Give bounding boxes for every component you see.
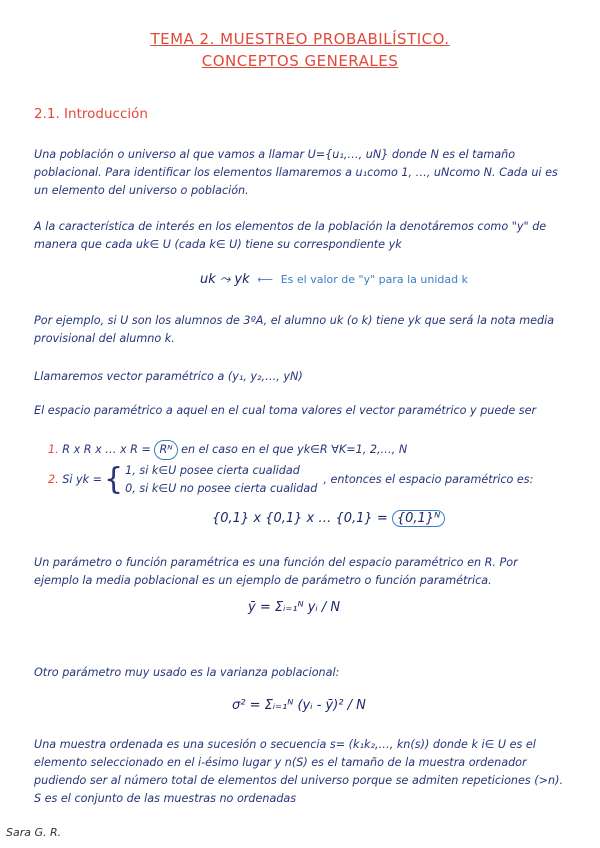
formula-uk-yk-note: Es el valor de "y" para la unidad k: [280, 273, 468, 286]
paragraph-ordered-sample: Una muestra ordenada es una sucesión o secuencia s= (k₁k₂,…, kn(s)) donde k i∈ U es el elemento seleccionado en el i-ésimo lugar y n(S) es el tamaño de la muestra ordenador pudiendo ser al número total de elementos del universo porque se admiten repeticiones (>n). S es el conjunto de las muestras no ordenadas: [34, 738, 564, 805]
formula-uk-yk-expr: uk ⤳ yk: [200, 272, 250, 287]
paragraph-vector: Llamaremos vector paramétrico a (y₁, y₂,…, yN): [34, 370, 303, 383]
paragraph-variance: Otro parámetro muy usado es la varianza poblacional:: [34, 666, 340, 679]
paragraph-characteristic: A la característica de interés en los elementos de la población la denotáremos como "y" de manera que cada uk∈ U (cada k∈ U) tiene su correspondiente yk: [34, 220, 547, 251]
title-line-1: TEMA 2. MUESTREO PROBABILÍSTICO.: [150, 30, 450, 48]
list-item-2-cases: [125, 462, 317, 498]
list-item-2-case-1: 1, si k∈U posee cierta cualidad: [125, 464, 300, 477]
list-item-1-rest: en el caso en el que yk∈R ∀K=1, 2,…, N: [181, 443, 408, 456]
paragraph-example: Por ejemplo, si U son los alumnos de 3ºA, el alumno uk (o k) tiene yk que será la nota media provisional del alumno k.: [34, 314, 555, 345]
brace-icon: {: [104, 462, 124, 497]
formula-mean: ȳ = Σᵢ₌₁ᴺ yᵢ / N: [248, 600, 341, 615]
paragraph-parameter: Un parámetro o función paramétrica es una función del espacio paramétrico en R. Por ejemplo la media poblacional es un ejemplo de parámetro o función paramétrica.: [34, 556, 518, 587]
list-item-1-circled: Rᴺ: [154, 440, 177, 460]
formula-binary-space-expr: {0,1} x {0,1} x … {0,1} =: [212, 511, 388, 526]
list-item-1-number: 1.: [48, 443, 59, 456]
title-line-2: CONCEPTOS GENERALES: [201, 52, 399, 70]
formula-variance: σ² = Σᵢ₌₁ᴺ (yᵢ - ȳ)² / N: [232, 698, 366, 713]
list-item-2-number: 2.: [48, 473, 59, 486]
formula-binary-space-circled: {0,1}ᴺ: [392, 510, 445, 527]
paragraph-parametric-space: El espacio paramétrico a aquel en el cual toma valores el vector paramétrico y puede ser: [34, 404, 537, 417]
section-heading: 2.1. Introducción: [34, 106, 148, 122]
arrow-icon: ⟵: [253, 273, 277, 286]
list-item-2-rest: , entonces el espacio paramétrico es:: [323, 473, 534, 486]
formula-uk-yk: [200, 272, 468, 287]
list-item-2: [48, 462, 578, 498]
formula-binary-space: [212, 510, 445, 527]
list-item-2-text: Si yk =: [62, 473, 103, 486]
list-item-1-text: R x R x … x R =: [62, 443, 151, 456]
list-item-2-case-2: 0, si k∈U no posee cierta cualidad: [125, 482, 318, 495]
list-item-1: [48, 440, 568, 460]
paragraph-population: Una población o universo al que vamos a llamar U={u₁,…, uN} donde N es el tamaño poblacional. Para identificar los elementos llamaremos a u₁como 1, …, uNcomo N. Cada ui es un elemento del universo o población.: [34, 148, 558, 197]
author-signature: Sara G. R.: [6, 826, 62, 839]
